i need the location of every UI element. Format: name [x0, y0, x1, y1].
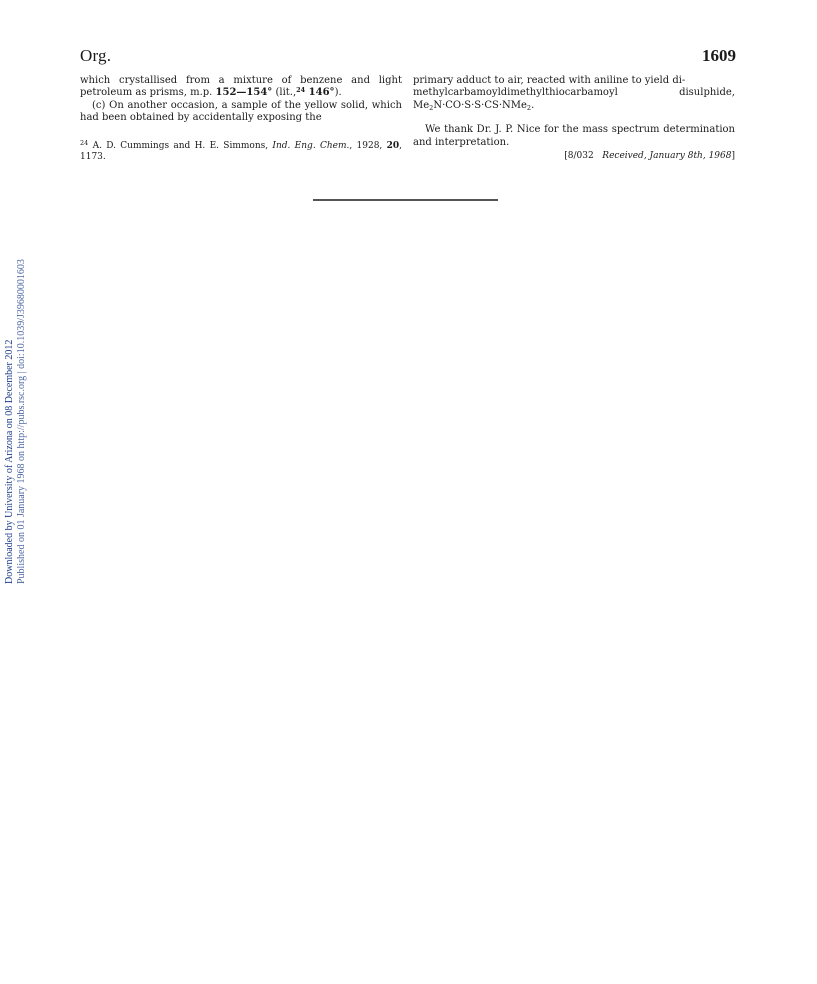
received-date: [8/032 Received, January 8th, 1968]	[564, 151, 735, 162]
footnote-journal: Ind. Eng. Chem.	[272, 140, 350, 151]
paragraph-adduct: primary adduct to air, reacted with aniline to yield di- methylcarbamoyldimethylthiocarbamoyl disulphide, $Me_2N\cdot CO\cdot S\cdot S\cdot CS\cdot NMe_2$.	[413, 75, 735, 112]
chemical-formula: $Me_2N\cdot CO\cdot S\cdot S\cdot CS\cdot NMe_2$.	[413, 99, 535, 112]
download-watermark	[4, 224, 34, 584]
acknowledgement: We thank Dr. J. P. Nice for the mass spectrum determination and interpretation.	[413, 124, 735, 148]
watermark-published-line: Published on 01 January 1968 on http://pubs.rsc.org | doi:10.1039/J39680001603	[16, 259, 27, 584]
page-number: 1609	[702, 46, 736, 65]
paragraph-yellow-solid: (c) On another occasion, a sample of the yellow solid, which had been obtained by accidentally exposing the	[80, 99, 402, 124]
footnote: $^{24}$ A. D. Cummings and H. E. Simmons, Ind. Eng. Chem., 1928, 20, 1173.	[80, 138, 402, 162]
footnote-volume: 20	[386, 140, 400, 151]
right-column	[413, 75, 735, 162]
left-column	[80, 75, 402, 163]
footnote-number: 24	[80, 138, 89, 147]
watermark-download-line: Downloaded by University of Arizona on 08 December 2012	[4, 339, 15, 584]
melting-point: 152—154°	[215, 87, 273, 99]
journal-section-header: Org.	[80, 46, 112, 65]
reference-marker: 24	[296, 86, 306, 95]
paragraph-crystallisation: which crystallised from a mixture of benzene and light petroleum as prisms, m.p. 152—154° (lit.,$^{24}$ 146°).	[80, 75, 402, 99]
end-of-article-rule	[313, 199, 498, 201]
